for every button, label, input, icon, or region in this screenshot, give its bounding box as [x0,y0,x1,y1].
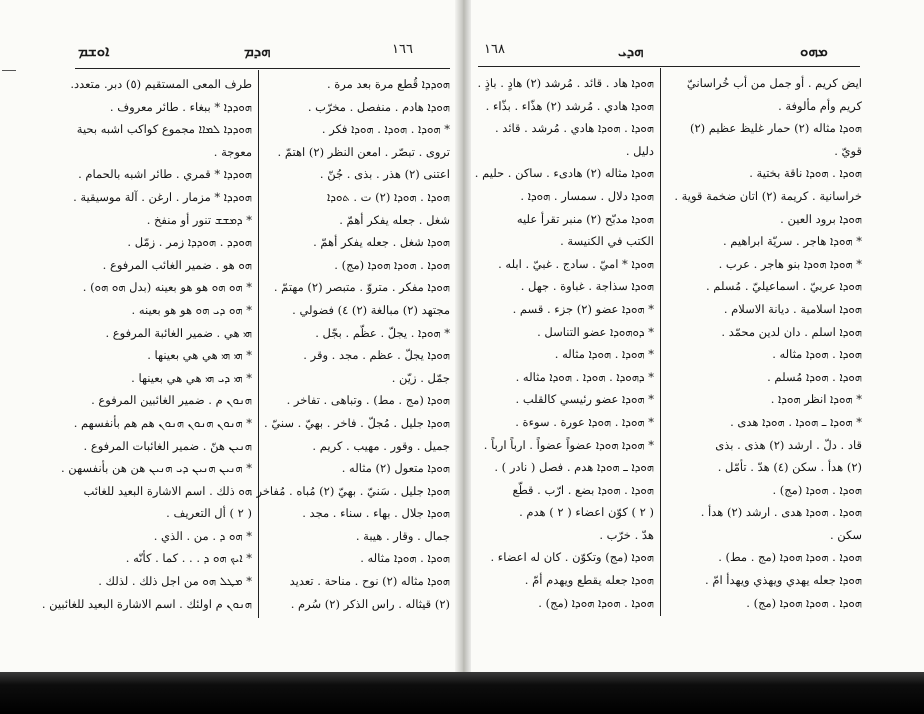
dictionary-line: ܗܘܕܐ . ܗܘܕܐ (مج) . [772,482,862,497]
dictionary-line: ܗܢܘܢ م . ضمير الغائبين المرفوع . [91,393,252,408]
dictionary-line: * ܗܘ ܗܘ هو هو بعينه (بدل ܗܘ ܗܘ) . [82,280,252,295]
dictionary-line: ܗܘܕܐ جعله يهدي ويهذي ويهدأ امّ . [705,573,862,588]
dictionary-line: * ܗܝ ܗܝ هي هي بعينها . [147,348,252,363]
right-page-right-column [666,72,862,614]
dictionary-line: (٢) هدأ . سكن (٤) هدّ . تأمّل . [717,460,862,475]
dictionary-line: جميل . وقور . مهيب . كريم . [312,438,450,453]
dictionary-line: ܗܘܕܐ برود العين . [780,211,862,226]
dictionary-line: ܗܘܕܕܐ ܠܡܐܐ مجموع كواكب اشبه بحية [76,122,252,137]
dictionary-line: معوجة . [213,144,252,159]
dictionary-line: * ܗܘܕܐ هاجر . سريّة ابراهيم . [722,234,862,249]
dictionary-line: * ܗܘ ܕܝ ܗܘ هو هو بعينه . [131,302,252,317]
dictionary-line: * ܡܛܠ ܗܘ من اجل ذلك . لذلك . [98,574,252,589]
left-page-column-divider [258,70,259,618]
dictionary-line: دليل . [625,143,654,158]
dictionary-line: الكتب في الكنيسة . [560,234,654,249]
dictionary-line: ايض كريم . أو جمل من أب خُراسانيّ [686,76,862,90]
dictionary-line: ܗܘܕܕ . ܗܘܕܕܐ زمر . زمّل . [127,235,252,250]
dictionary-line: ܗܘܕܐ . ܗܘܕܐ هدى . ارشد (٢) هدأ . [700,505,862,520]
dictionary-line: ܗܘܕܐ * اميّ . سادج . غبيّ . ابله . [498,256,654,271]
dictionary-line: ܗܘܕܐ . ܗܘܕܐ ناقة بختية . [749,166,862,181]
dictionary-line: * ܗܘܕܐ . يجلّ . عظّم . بجّل . [315,325,450,340]
dictionary-line: ܗܘܕܐ مثاله (٢) نوح . مناحة . تعديد [289,574,450,589]
margin-mark [2,70,16,71]
dictionary-line: ܗܘܕܐ اسلامية . ديانة الاسلام . [723,301,862,316]
dictionary-line: * ܗܘܕܐ انظر ܗܘܕܐ . [770,392,862,407]
left-page-header-center: ܗܕܡ [244,42,271,60]
dictionary-line: ( ٢ ) كوّن اعضاء ( ٢ ) هدم . [519,505,654,520]
dictionary-line: ܗܘܕܐ . ܗܘܕܐ ܗܘܕܐ (مج) . [538,595,654,610]
dictionary-line: هدّ . خرّب . [599,527,654,542]
dictionary-line: ( ٢ ) أل التعريف . [166,506,252,521]
dictionary-line: ܗܘܕܐ . ܗܘܕܐ ܗܘܕܐ (مج . مط) . [718,550,862,565]
right-page-column-divider [660,68,661,616]
dictionary-line: * ܗܘܕܐ . ܗܘܕܐ عورة . سوءة . [515,414,654,429]
dictionary-line: * ܕܗܘܕܐ . ܗܘܕܐ . ܗܘܕܐ مثاله . [515,369,654,384]
dictionary-line: ܗܘܕܐ جعله يقطع ويهدم أمّ . [524,573,654,588]
dictionary-line: ܗܘܕܕܐ * قمري . طائر اشبه بالحمام . [78,167,252,182]
dictionary-line: * ܗܢܘܢ ܗܢܘܢ ܗܢܘܢ هم هم بأنفسهم . [73,415,252,430]
dictionary-line: ܗܘܕܐ جلال . بهاء . سناء . مجد . [302,506,450,521]
dictionary-line: ܗܘܕܐ يجلّ . عظم . مجد . وقر . [303,348,450,363]
dictionary-line: اعتنى (٢) هذر . بذى . جُنّ . [319,167,450,182]
dictionary-line: ܗܘܕܐ سذاجة . غباوة . جهل . [520,279,654,294]
dictionary-line: ܗܘܕܐ اسلم . دان لدين محمّد . [721,324,862,339]
scan-bottom-edge [0,672,924,714]
dictionary-line: ܗܘܕܐ . ܗܘܕܐ مُسلم . [767,369,862,384]
dictionary-line: * ܕܡܫܫ تنور أو منفخ . [146,212,252,227]
dictionary-line: * ܗܘܕܐ . ܗܘܕܐ مثاله . [554,347,654,362]
dictionary-line: ܗܘܕܐ . ܗܘܕܐ ܗܘܕܐ (مج) . [334,257,450,272]
dictionary-line: كريم وأم مألوفة . [778,98,862,113]
dictionary-line: ܗܘܕܐ . ܗܘܕܐ ܗܘܕܐ (مج) . [746,595,862,610]
dictionary-line: * ܗܘ ܕ . من . الذي . [153,528,252,543]
dictionary-line: شغل . جعله يفكر أهمّ . [339,212,450,227]
dictionary-line: ܗܘ ذلك . اسم الاشارة البعيد للغائب [83,483,252,498]
right-page-left-column [474,72,654,614]
dictionary-line: * ܗܝ ܕܝ ܗܝ هي هي بعينها . [131,370,252,385]
dictionary-line: ܗܘܕܐ هاد . قائد . مُرشد (٢) هادٍ . باذٍ . [477,76,654,90]
book-gutter [455,0,471,680]
left-page-right-column [249,73,450,615]
dictionary-line: ܗܘܕܐ ـ ܗܘܕܐ هدم . فصل ( نادر ) . [494,460,654,475]
dictionary-line: تروى . تبصّر . امعن النظر (٢) اهتمّ . [277,144,450,159]
dictionary-line: ܗܢܝܢ هنّ . ضمير الغائبات المرفوع . [83,438,252,453]
dictionary-line: ܗܘܕܐ . ܗܘܕܐ هادي . مُرشد . قائد . [494,121,654,136]
dictionary-line: ܗܘܕܕܐ قُطع مرة بعد مرة . [326,77,450,91]
dictionary-line: طرف المعى المستقيم (٥) دبر. متعدد. [70,77,252,91]
dictionary-line: ܗܝ هي . ضمير الغائبة المرفوع . [105,325,252,340]
dictionary-line: * ܕܘܗܘܕܐ عضو التناسل . [537,324,654,339]
dictionary-line: سكن . [829,527,862,542]
dictionary-line: قويّ . [834,143,862,158]
dictionary-line: ܗܘܕܐ جليل . مُجلّ . فاخر . بهيّ . سنيّ . [264,415,450,430]
dictionary-line: * ܗܘܕܐ ܗܘܕܐ عضواً عضواً . ارباً ارباً . [483,437,654,452]
dictionary-line: ܗܘܕܐ مثاله (٢) هادىء . ساكن . حليم . [474,166,654,181]
dictionary-line: ܗܘܕܐ دلال . سمسار . ܗܘܕܐ . [520,188,654,203]
dictionary-line: جمّل . زيّن . [391,370,450,385]
dictionary-line: ܗܘܕܕܐ * ببغاء . طائر معروف . [109,99,252,114]
dictionary-line: ܗܢܘܢ م اولئك . اسم الاشارة البعيد للغائبين . [41,596,252,611]
dictionary-line: ܗܘܕܐ (مج . مط) . وتباهى . تفاخر . [286,393,450,408]
dictionary-line: ܗܘܕܐ . ܗܘܕܐ مثاله . [360,551,450,566]
dictionary-line: * ܗܘܕܐ عضو رئيسي كالقلب . [515,392,654,407]
dictionary-line: خراسانية . كريمة (٢) اتان ضخمة قوية . [674,188,862,203]
dictionary-line: ܗܘܕܐ . ܗܘܕܐ (٢) ت . ܬܘܕܐ [327,189,450,204]
dictionary-line: (٢) قيثاله . راس الذكر (٢) سُرم . [290,596,450,611]
dictionary-line: ܗܘܕܐ (مج) وتكوّن . كان له اعضاء . [490,550,654,565]
right-page-header-right: ܡܗܘ [800,42,828,60]
dictionary-line: * ܗܘܕܐ ܗܘܕܐ بنو هاجر . عرب . [718,256,862,271]
dictionary-line: * ܗܘܕܐ ـ ܗܘܕܐ . ܗܘܕܐ هدى . [730,414,862,429]
dictionary-line: ܗܘܕܐ متعول (٢) مثاله . [341,461,450,476]
right-page-header-left: ܗܕܝ [618,42,644,60]
dictionary-line: ܗܘܕܐ مدبّح (٢) منبر تقرأ عليه [516,211,654,226]
dictionary-line: مجتهد (٢) مبالغة (٢) ٤) فضولي . [292,302,450,317]
dictionary-line: * ܐܝܟ ܗܘ ܕ . . . كما . كأنّه . [125,551,252,566]
dictionary-line: ܗܘܕܐ شغل . جعله يفكر أهمّ . [313,235,450,250]
dictionary-line: قاد . دلّ . ارشد (٢) هذى . بذى [715,437,862,452]
dictionary-line: ܗܘܕܐ هادم . منفصل . مخرّب . [307,99,450,114]
right-page-number: ١٦٨ [484,42,505,57]
dictionary-line: * ܗܘܕܐ عضو (٢) جزء . قسم . [512,301,654,316]
dictionary-line: ܗܘܕܕܐ * مزمار . ارغن . آلة موسيقية . [73,189,252,204]
left-page-number: ١٦٦ [392,42,413,57]
dictionary-line: ܗܘܕܐ مفكر . متروّ . متبصر (٢) مهتمّ . [273,280,450,295]
dictionary-line: * ܗܢܝܢ ܗܢܝܢ ܕܝ ܗܢܝܢ هن هن بأنفسهن . [61,461,252,476]
dictionary-line: * ܗܘܕܐ . ܗܘܕܐ . ܗܘܕܐ فكر . [321,122,450,137]
dictionary-line: ܗܘ هو . ضمير الغائب المرفوع . [102,257,252,272]
left-page-header-left: ܐܘܫܡ [78,42,110,60]
dictionary-line: ܗܘܕܐ جليل . سَنيّ . بهيّ (٢) مُباه . مُفاخر . [249,483,450,498]
dictionary-line: ܗܘܕܐ . ܗܘܕܐ بضع . ارّب . قطّع [512,482,654,497]
dictionary-line: ܗܘܕܐ مثاله (٢) حمار غليظ عظيم (٢) [689,121,862,136]
dictionary-line: ܗܘܕܐ . ܗܘܕܐ مثاله . [772,347,862,362]
right-page-header-rule [478,66,860,67]
dictionary-line: ܗܘܕܐ هادي . مُرشد (٢) هذّاء . بذّاء . [485,98,654,113]
left-page-header-rule [75,68,450,69]
left-page-left-column [41,73,252,615]
dictionary-line: ܗܘܕܐ عربيّ . اسماعيليّ . مُسلم . [705,279,862,294]
dictionary-line: جمال . وقار . هيبة . [355,528,450,543]
